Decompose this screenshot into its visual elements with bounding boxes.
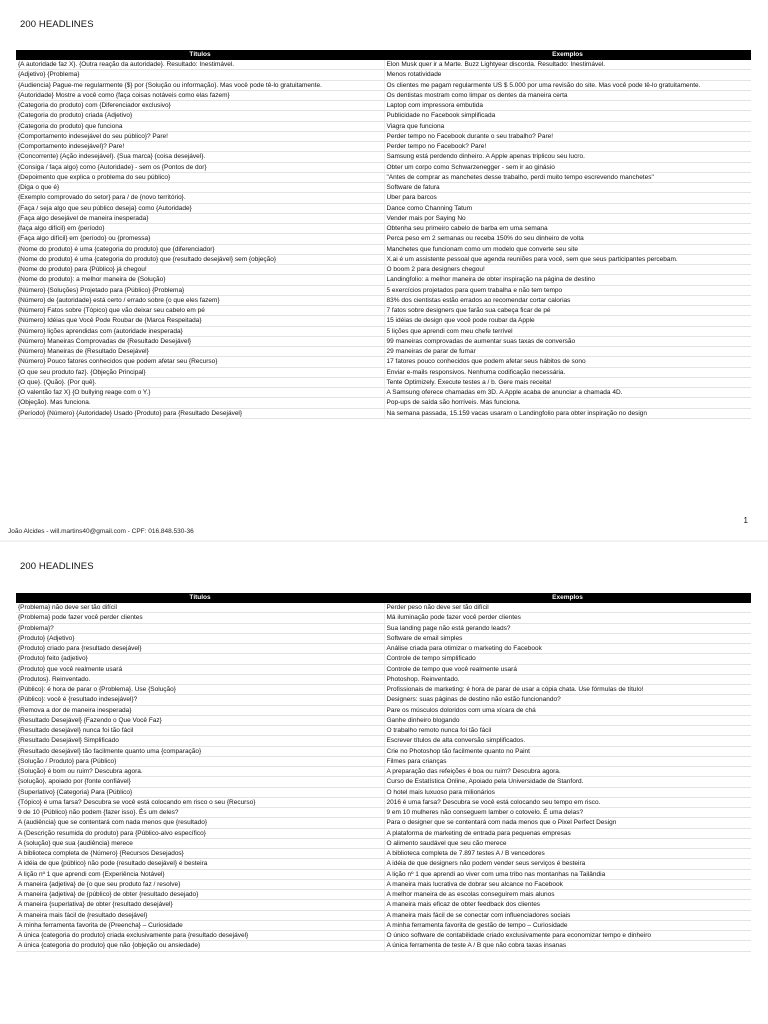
title-cell: {O valentão faz X} {O bullying reage com o Y.} — [16, 388, 384, 398]
page-title: 200 HEADLINES — [20, 561, 94, 572]
example-cell: Landingfolio: a melhor maneira de obter inspiração na página de destino — [384, 275, 751, 285]
table-row — [16, 142, 751, 152]
title-cell: {Solução / Produto} para {Público} — [16, 756, 384, 766]
title-cell: {Produtos}. Reinventado. — [16, 674, 384, 684]
example-cell: 5 lições que aprendi com meu chefe terrível — [384, 326, 751, 336]
table-row — [16, 644, 751, 654]
table-row — [16, 695, 751, 705]
table-row — [16, 900, 751, 910]
table-row — [16, 818, 751, 828]
table-row — [16, 398, 751, 408]
example-cell: Enviar e-mails responsivos. Nenhuma codificação necessária. — [384, 367, 751, 377]
title-cell: {Número} lições aprendidas com {autoridade inesperada} — [16, 326, 384, 336]
title-cell: {Consiga / faça algo} como {Autoridade} - sem os {Pontos de dor} — [16, 162, 384, 172]
table-row — [16, 316, 751, 326]
table-row — [16, 838, 751, 848]
table-body — [16, 60, 751, 418]
example-cell: Publicidade no Facebook simplificada — [384, 111, 751, 121]
table-row — [16, 90, 751, 100]
title-cell: A maneira {superlativa} de obter {resultado desejável} — [16, 900, 384, 910]
example-cell: A lição nº 1 que aprendi ao viver com uma tribo nas montanhas na Tailândia — [384, 869, 751, 879]
table-row — [16, 111, 751, 121]
title-cell: {Nome do produto} é uma {categoria do produto} que {diferenciador} — [16, 244, 384, 254]
example-cell: Samsung está perdendo dinheiro. A Apple apenas triplicou seu lucro. — [384, 152, 751, 162]
title-cell: A única {categoria do produto} criada exclusivamente para {resultado desejável} — [16, 931, 384, 941]
table-row — [16, 787, 751, 797]
table-row — [16, 336, 751, 346]
table-row — [16, 685, 751, 695]
title-cell: {Nome do produto} é uma {categoria do produto} que {resultado desejável} sem {objeção} — [16, 254, 384, 264]
example-cell: O alimento saudável que seu cão merece — [384, 838, 751, 848]
column-header-examples: Exemplos — [384, 593, 751, 603]
title-cell: {Público}: você é {resultado indesejável}? — [16, 695, 384, 705]
example-cell: A idéia de que designers não podem vender seus serviços é besteira — [384, 859, 751, 869]
title-cell: {Resultado Desejável} {Fazendo o Que Você Faz} — [16, 715, 384, 725]
title-cell: {Faça / seja algo que seu público deseja} como {Autoridade} — [16, 203, 384, 213]
title-cell: {Objeção}. Mas funciona. — [16, 398, 384, 408]
title-cell: {Produto} criado para {resultado desejável} — [16, 644, 384, 654]
table-row — [16, 736, 751, 746]
title-cell: {Categoria do produto} com {Diferenciador exclusivo} — [16, 101, 384, 111]
title-cell: {Faça algo desejável de maneira inesperada} — [16, 213, 384, 223]
table-row — [16, 726, 751, 736]
title-cell: A maneira mais fácil de {resultado desejável} — [16, 910, 384, 920]
column-header-examples: Exemplos — [384, 50, 751, 60]
title-cell: A maneira {adjetiva} de {o que seu produto faz / resolve} — [16, 879, 384, 889]
example-cell: 2016 é uma farsa? Descubra se você está colocando seu tempo em risco. — [384, 797, 751, 807]
title-cell: {O que seu produto faz}. {Objeção Principal} — [16, 367, 384, 377]
example-cell: Os clientes me pagam regularmente US $ 5.000 por uma revisão do site. Mas você pode tê-lo gratuitamente. — [384, 80, 751, 90]
example-cell: 99 maneiras comprovadas de aumentar suas taxas de conversão — [384, 336, 751, 346]
table-row — [16, 244, 751, 254]
example-cell: A preparação das refeições é boa ou ruim? Descubra agora. — [384, 767, 751, 777]
example-cell: Ganhe dinheiro blogando — [384, 715, 751, 725]
table-row — [16, 746, 751, 756]
example-cell: Pare os músculos doloridos com uma xícara de chá — [384, 705, 751, 715]
example-cell: Perder tempo no Facebook durante o seu trabalho? Pare! — [384, 131, 751, 141]
example-cell: 9 em 10 mulheres não conseguem lamber o cotovelo. É uma delas? — [384, 808, 751, 818]
example-cell: 15 idéias de design que você pode roubar da Apple — [384, 316, 751, 326]
example-cell: Controle de tempo que você realmente usará — [384, 664, 751, 674]
headlines-table — [16, 50, 751, 419]
title-cell: {Produto} feito {adjetivo} — [16, 654, 384, 664]
example-cell: Menos rotatividade — [384, 70, 751, 80]
table-row — [16, 859, 751, 869]
example-cell: Perca peso em 2 semanas ou receba 150% do seu dinheiro de volta — [384, 234, 751, 244]
example-cell: Os dentistas mostram como limpar os dentes da maneira certa — [384, 90, 751, 100]
table-row — [16, 705, 751, 715]
title-cell: {Período} {Número} {Autoridade} Usado {Produto} para {Resultado Desejável} — [16, 408, 384, 418]
example-cell: Sua landing page não está gerando leads? — [384, 623, 751, 633]
table-row — [16, 777, 751, 787]
title-cell: {Problema} não deve ser tão difícil — [16, 603, 384, 613]
table-row — [16, 295, 751, 305]
title-cell: A {Descrição resumida do produto} para {Público-alvo específico} — [16, 828, 384, 838]
example-cell: A maneira mais eficaz de obter feedback dos clientes — [384, 900, 751, 910]
title-cell: {Resultado desejável} nunca foi tão fácil — [16, 726, 384, 736]
example-cell: Tente Optimizely. Execute testes a / b. Gere mais receita! — [384, 377, 751, 387]
example-cell: Má iluminação pode fazer você perder clientes — [384, 613, 751, 623]
example-cell: Viagra que funciona — [384, 121, 751, 131]
table-row — [16, 879, 751, 889]
table-row — [16, 674, 751, 684]
example-cell: Escrever títulos de alta conversão simplificados. — [384, 736, 751, 746]
table-header-row — [16, 593, 751, 603]
table-row — [16, 367, 751, 377]
example-cell: Perder tempo no Facebook? Pare! — [384, 142, 751, 152]
table-row — [16, 80, 751, 90]
table-row — [16, 152, 751, 162]
title-cell: {Superlativo} {Categoria} Para {Público} — [16, 787, 384, 797]
example-cell: 29 maneiras de parar de fumar — [384, 347, 751, 357]
example-cell: A maneira mais lucrativa de dobrar seu alcance no Facebook — [384, 879, 751, 889]
title-cell: {Nome do produto} para {Público} já chegou! — [16, 265, 384, 275]
title-cell: A minha ferramenta favorita de {Preencha} – Curiosidade — [16, 920, 384, 930]
page-title: 200 HEADLINES — [20, 19, 94, 30]
example-cell: Uber para barcos — [384, 193, 751, 203]
example-cell: A biblioteca completa de 7.897 testes A / B vencedores — [384, 849, 751, 859]
example-cell: X.ai é um assistente pessoal que agenda reuniões para você, sem que seus participantes percebam. — [384, 254, 751, 264]
title-cell: A maneira {adjetiva} de {público} de obter {resultado desejado} — [16, 890, 384, 900]
example-cell: A melhor maneira de as escolas conseguirem mais alunos — [384, 890, 751, 900]
title-cell: {Concorrente} {Ação indesejável}. {Sua marca} {coisa desejável}. — [16, 152, 384, 162]
table-row — [16, 326, 751, 336]
example-cell: 7 fatos sobre designers que farão sua cabeça ficar de pé — [384, 306, 751, 316]
title-cell: A {solução} que sua {audiência} merece — [16, 838, 384, 848]
table-row — [16, 869, 751, 879]
title-cell: {O que}. {Quão}. {Por quê}. — [16, 377, 384, 387]
title-cell: {Problema}? — [16, 623, 384, 633]
table-row — [16, 131, 751, 141]
example-cell: O único software de contabilidade criado exclusivamente para economizar tempo e dinheiro — [384, 931, 751, 941]
title-cell: {Número} Pouco fatores conhecidos que podem afetar seu {Recurso} — [16, 357, 384, 367]
table-row — [16, 172, 751, 182]
table-row — [16, 60, 751, 70]
example-cell: Dance como Channing Tatum — [384, 203, 751, 213]
title-cell: {Audiencia} Pague-me regularmente {$} por {Solução ou informação}. Mas você pode tê-lo gratuitamente. — [16, 80, 384, 90]
table-row — [16, 654, 751, 664]
example-cell: O trabalho remoto nunca foi tão fácil — [384, 726, 751, 736]
example-cell: Laptop com impressora embutida — [384, 101, 751, 111]
example-cell: Curso de Estatística Online, Apoiado pela Universidade de Stanford. — [384, 777, 751, 787]
table-row — [16, 808, 751, 818]
column-header-titles: Títulos — [16, 593, 384, 603]
page-2 — [0, 548, 768, 1024]
example-cell: Software de email simples — [384, 633, 751, 643]
title-cell: {Resultado desejável} tão facilmente quanto uma {comparação} — [16, 746, 384, 756]
table-row — [16, 193, 751, 203]
table-row — [16, 767, 751, 777]
table-row — [16, 633, 751, 643]
example-cell: Para o designer que se contentará com nada menos que o Pixel Perfect Design — [384, 818, 751, 828]
title-cell: {Número} Maneiras Comprovadas de {Resultado Desejável} — [16, 336, 384, 346]
table-row — [16, 265, 751, 275]
title-cell: {Depoimento que explica o problema do seu público} — [16, 172, 384, 182]
table-row — [16, 941, 751, 951]
example-cell: A plataforma de marketing de entrada para pequenas empresas — [384, 828, 751, 838]
example-cell: A única ferramenta de teste A / B que não cobra taxas insanas — [384, 941, 751, 951]
example-cell: A Samsung oferece chamadas em 3D. A Apple acaba de anunciar a chamada 4D. — [384, 388, 751, 398]
example-cell: Análise criada para otimizar o marketing do Facebook — [384, 644, 751, 654]
title-cell: {Número} de {autoridade} está certo / errado sobre {o que eles fazem} — [16, 295, 384, 305]
table-row — [16, 388, 751, 398]
table-row — [16, 275, 751, 285]
page-divider — [0, 540, 768, 542]
example-cell: O boom 2 para designers chegou! — [384, 265, 751, 275]
title-cell: {solução}, apoiado por {fonte confiável} — [16, 777, 384, 787]
table-row — [16, 797, 751, 807]
title-cell: {Resultado Desejável} Simplificado — [16, 736, 384, 746]
example-cell: Obtenha seu primeiro cabelo de barba em uma semana — [384, 224, 751, 234]
title-cell: 9 de 10 {Público} não podem {fazer isso}. És um deles? — [16, 808, 384, 818]
title-cell: {Faça algo difícil} em {período} ou {promessa} — [16, 234, 384, 244]
title-cell: A idéia de que {público} não pode {resultado desejável} é besteira — [16, 859, 384, 869]
title-cell: {Número} Maneiras de {Resultado Desejável} — [16, 347, 384, 357]
title-cell: {Diga o que é} — [16, 183, 384, 193]
title-cell: {Comportamento indesejável do seu público}? Pare! — [16, 131, 384, 141]
table-row — [16, 285, 751, 295]
headlines-table — [16, 593, 751, 952]
title-cell: {Número} {Soluções} Projetado para {Público} {Problema} — [16, 285, 384, 295]
table-row — [16, 849, 751, 859]
table-row — [16, 347, 751, 357]
table-row — [16, 890, 751, 900]
table-row — [16, 931, 751, 941]
title-cell: A única {categoria do produto} que não {objeção ou ansiedade} — [16, 941, 384, 951]
table-row — [16, 715, 751, 725]
title-cell: {Adjetivo} {Problema} — [16, 70, 384, 80]
title-cell: {Nome do produto}: a melhor maneira de {Solução} — [16, 275, 384, 285]
table-row — [16, 613, 751, 623]
title-cell: {Autoridade} Mostre a você como {faça coisas notáveis como elas fazem} — [16, 90, 384, 100]
table-row — [16, 254, 751, 264]
table-row — [16, 306, 751, 316]
title-cell: {Categoria do produto} que funciona — [16, 121, 384, 131]
title-cell: {Solução} é bom ou ruim? Descubra agora. — [16, 767, 384, 777]
footer-owner-info: João Alcides - will.martins40@gmail.com - CPF: 016.848.530-36 — [8, 528, 194, 535]
table-row — [16, 224, 751, 234]
table-row — [16, 603, 751, 613]
table-row — [16, 920, 751, 930]
table-row — [16, 70, 751, 80]
title-cell: {Produto} {Adjetivo} — [16, 633, 384, 643]
title-cell: {Número} Idéias que Você Pode Roubar de {Marca Respeitada} — [16, 316, 384, 326]
table-row — [16, 101, 751, 111]
table-row — [16, 162, 751, 172]
example-cell: Filmes para crianças — [384, 756, 751, 766]
page-number: 1 — [743, 516, 748, 525]
example-cell: Elon Musk quer ir a Marte. Buzz Lightyear discorda. Resultado: Inestimável. — [384, 60, 751, 70]
title-cell: {Público}: é hora de parar o {Problema}. Use {Solução} — [16, 685, 384, 695]
table-row — [16, 213, 751, 223]
example-cell: O hotel mais luxuoso para milionários — [384, 787, 751, 797]
title-cell: A biblioteca completa de {Número} {Recursos Desejados} — [16, 849, 384, 859]
example-cell: Designers: suas páginas de destino não estão funcionando? — [384, 695, 751, 705]
title-cell: {Produto} que você realmente usará — [16, 664, 384, 674]
title-cell: {Remova a dor de maneira inesperada} — [16, 705, 384, 715]
example-cell: 5 exercícios projetados para quem trabalha e não tem tempo — [384, 285, 751, 295]
example-cell: "Antes de comprar as manchetes desse trabalho, perdi muito tempo escrevendo manchetes" — [384, 172, 751, 182]
example-cell: Obter um corpo como Schwarzenegger - sem ir ao ginásio — [384, 162, 751, 172]
example-cell: A maneira mais fácil de se conectar com influenciadores sociais — [384, 910, 751, 920]
example-cell: 17 fatores pouco conhecidos que podem afetar seus hábitos de sono — [384, 357, 751, 367]
example-cell: Software de fatura — [384, 183, 751, 193]
example-cell: Profissionais de marketing: é hora de parar de usar a cópia chata. Use fórmulas de título! — [384, 685, 751, 695]
example-cell: Pop-ups de saída são horríveis. Mas funciona. — [384, 398, 751, 408]
example-cell: Vender mais por Saying No — [384, 213, 751, 223]
table-row — [16, 377, 751, 387]
example-cell: 83% dos cientistas estão errados ao recomendar cortar calorias — [384, 295, 751, 305]
table-row — [16, 121, 751, 131]
column-header-titles: Títulos — [16, 50, 384, 60]
table-row — [16, 408, 751, 418]
title-cell: {A autoridade faz X}. {Outra reação da autoridade}. Resultado: Inestimável. — [16, 60, 384, 70]
table-body — [16, 603, 751, 951]
table-header-row — [16, 50, 751, 60]
table-row — [16, 828, 751, 838]
title-cell: {faça algo difícil} em {período} — [16, 224, 384, 234]
title-cell: {Número} Fatos sobre {Tópico} que vão deixar seu cabelo em pé — [16, 306, 384, 316]
title-cell: {Comportamento indesejável}? Pare! — [16, 142, 384, 152]
title-cell: {Categoria do produto} criada {Adjetivo} — [16, 111, 384, 121]
table-row — [16, 756, 751, 766]
example-cell: Crie no Photoshop tão facilmente quanto no Paint — [384, 746, 751, 756]
title-cell: {Tópico} é uma farsa? Descubra se você está colocando em risco o seu {Recurso} — [16, 797, 384, 807]
table-row — [16, 203, 751, 213]
title-cell: {Problema} pode fazer você perder clientes — [16, 613, 384, 623]
example-cell: Photoshop. Reinventado. — [384, 674, 751, 684]
title-cell: A lição nº 1 que aprendi com {Experiência Notável} — [16, 869, 384, 879]
table-row — [16, 623, 751, 633]
table-row — [16, 910, 751, 920]
example-cell: Na semana passada, 15.159 vacas usaram o Landingfolio para obter inspiração no design — [384, 408, 751, 418]
example-cell: Perder peso não deve ser tão difícil — [384, 603, 751, 613]
table-row — [16, 234, 751, 244]
table-row — [16, 183, 751, 193]
example-cell: Manchetes que funcionam como um modelo que converte seu site — [384, 244, 751, 254]
example-cell: Controle de tempo simplificado — [384, 654, 751, 664]
title-cell: {Exemplo comprovado do setor} para / de {novo território}. — [16, 193, 384, 203]
example-cell: A minha ferramenta favorita de gestão de tempo – Curiosidade — [384, 920, 751, 930]
table-row — [16, 664, 751, 674]
table-row — [16, 357, 751, 367]
title-cell: A {audiência} que se contentará com nada menos que {resultado} — [16, 818, 384, 828]
